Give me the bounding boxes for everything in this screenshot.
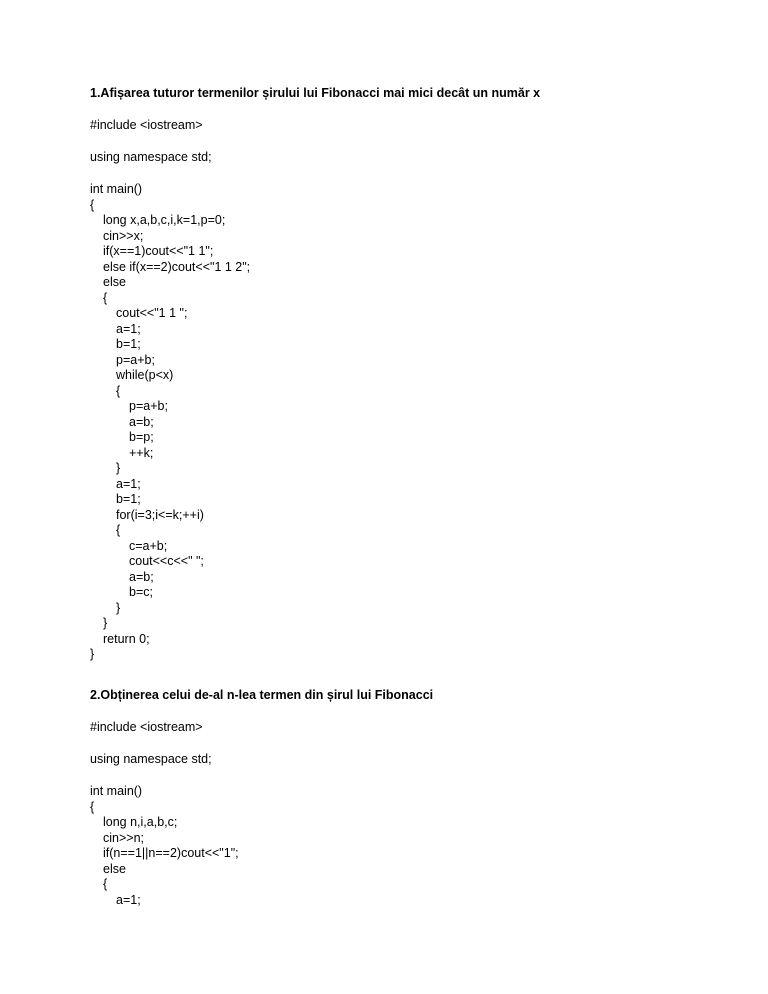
code-line: long x,a,b,c,i,k=1,p=0; xyxy=(103,213,226,227)
section-1-include: #include <iostream> xyxy=(90,118,203,132)
code-line: long n,i,a,b,c; xyxy=(103,815,178,829)
code-line: else if(x==2)cout<<"1 1 2"; xyxy=(103,259,251,274)
code-line: } xyxy=(116,461,121,475)
section-2-using: using namespace std; xyxy=(90,752,212,766)
code-line: cout<<"1 1 "; xyxy=(116,306,188,320)
code-line: for(i=3;i<=k;++i) xyxy=(116,507,204,522)
code-line: else xyxy=(103,861,126,876)
code-line: a=1; xyxy=(116,892,141,907)
code-line: p=a+b; xyxy=(129,399,168,413)
section-1-using: using namespace std; xyxy=(90,150,212,164)
code-line: int main() xyxy=(90,784,143,798)
section-1-title: 1.Afișarea tuturor termenilor șirului lui Fibonacci mai mici decât un număr x xyxy=(90,86,541,100)
section-2-title: 2.Obținerea celui de-al n-lea termen din șirul lui Fibonacci xyxy=(90,688,434,702)
code-line: c=a+b; xyxy=(129,538,168,553)
code-line: ++k; xyxy=(129,445,154,460)
section-2-include: #include <iostream> xyxy=(90,720,203,734)
code-line: if(n==1||n==2)cout<<"1"; xyxy=(103,846,239,860)
code-line: a=b; xyxy=(129,569,154,584)
code-line: a=1; xyxy=(116,476,141,491)
code-line: cin>>n; xyxy=(103,830,145,845)
code-line: { xyxy=(90,799,95,814)
code-line: } xyxy=(103,616,108,630)
code-line: b=c; xyxy=(129,585,153,599)
code-line: { xyxy=(103,877,108,891)
code-line: } xyxy=(116,600,121,615)
code-line: { xyxy=(116,383,121,398)
code-line: cout<<c<<" "; xyxy=(129,554,204,568)
code-line: } xyxy=(90,647,95,661)
code-line: int main() xyxy=(90,182,143,196)
code-line: if(x==1)cout<<"1 1"; xyxy=(103,244,214,258)
code-line: b=1; xyxy=(116,337,141,351)
code-line: { xyxy=(116,523,121,537)
code-line: b=p; xyxy=(129,430,154,444)
code-line: cin>>x; xyxy=(103,228,144,243)
code-line: a=b; xyxy=(129,414,154,429)
code-line: return 0; xyxy=(103,631,150,646)
code-line: p=a+b; xyxy=(116,352,155,367)
code-line: a=1; xyxy=(116,321,141,336)
code-line: { xyxy=(103,290,108,305)
code-line: b=1; xyxy=(116,492,141,506)
code-line: { xyxy=(90,197,95,212)
code-line: while(p<x) xyxy=(116,368,174,382)
code-line: else xyxy=(103,275,126,289)
